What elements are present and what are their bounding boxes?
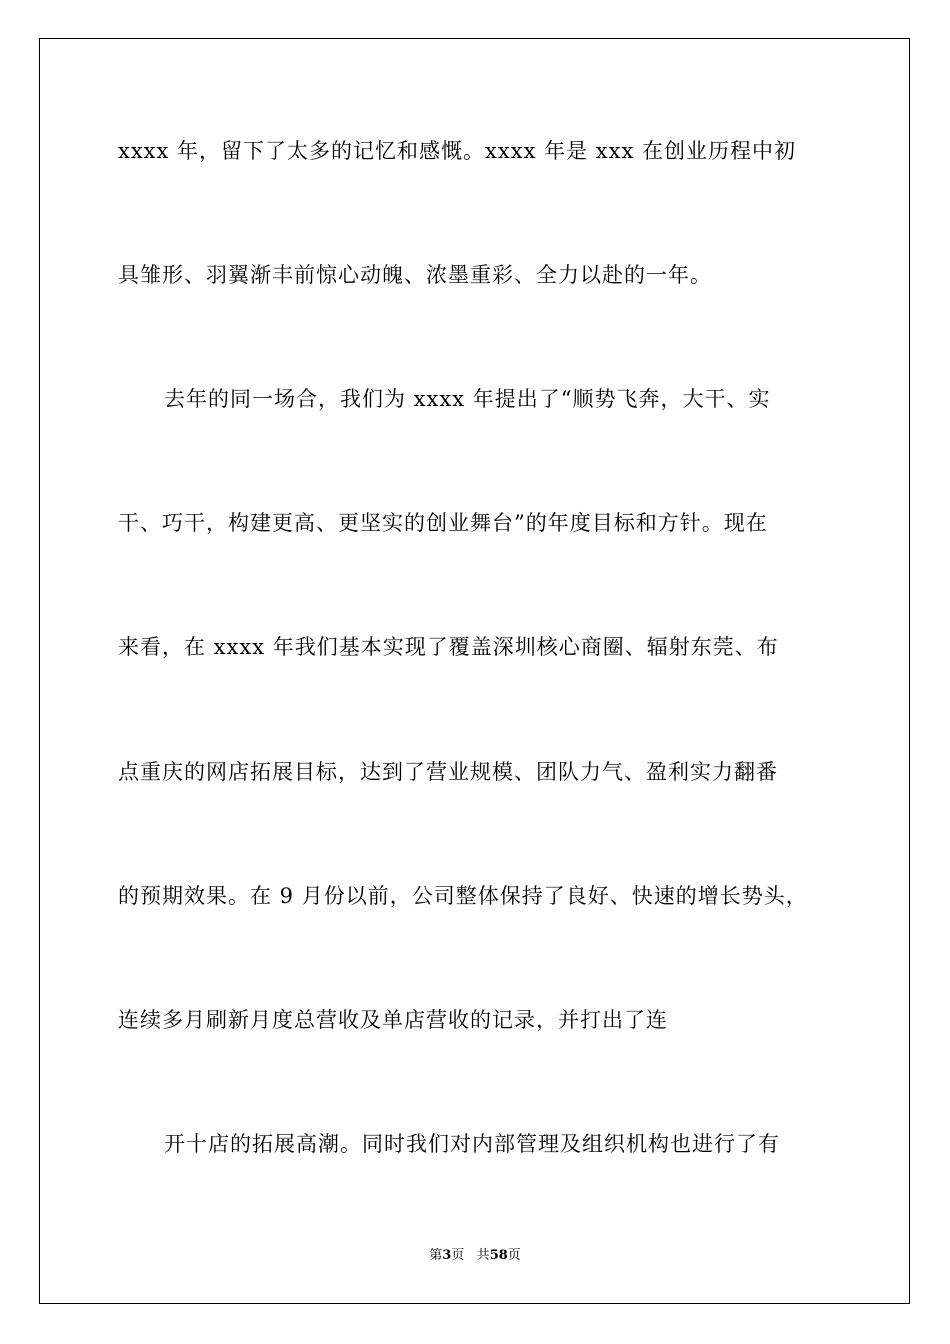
text-line-4: 干、巧干，构建更高、更坚实的创业舞台”的年度目标和方针。现在 [118, 511, 768, 535]
footer-page-number: 3 [442, 1248, 452, 1263]
text-line-2: 具雏形、羽翼渐丰前惊心动魄、浓墨重彩、全力以赴的一年。 [118, 263, 712, 287]
text-line-8: 连续多月刷新月度总营收及单店营收的记录，并打出了连 [118, 1008, 668, 1032]
text-line-9: 开十店的拓展高潮。同时我们对内部管理及组织机构也进行了有 [164, 1132, 780, 1156]
text-line-1: xxxx 年，留下了太多的记忆和感慨。xxxx 年是 xxx 在创业历程中初 [118, 139, 796, 163]
text-line-5: 来看，在 xxxx 年我们基本实现了覆盖深圳核心商圈、辐射东莞、布 [118, 635, 779, 659]
footer-total-prefix: 共 [476, 1248, 490, 1263]
footer-page-prefix: 第 [429, 1248, 443, 1263]
footer-total-pages: 58 [489, 1248, 508, 1263]
text-line-6: 点重庆的网店拓展目标，达到了营业规模、团队力气、盈利实力翻番 [118, 760, 778, 784]
footer-page-suffix: 页 [451, 1248, 465, 1263]
text-line-7: 的预期效果。在 9 月份以前，公司整体保持了良好、快速的增长势头， [118, 884, 808, 908]
text-line-3: 去年的同一场合，我们为 xxxx 年提出了“顺势飞奔，大干、实 [164, 387, 771, 411]
page-border [39, 38, 910, 1304]
page-footer [0, 1247, 950, 1265]
footer-total-suffix: 页 [507, 1248, 521, 1263]
